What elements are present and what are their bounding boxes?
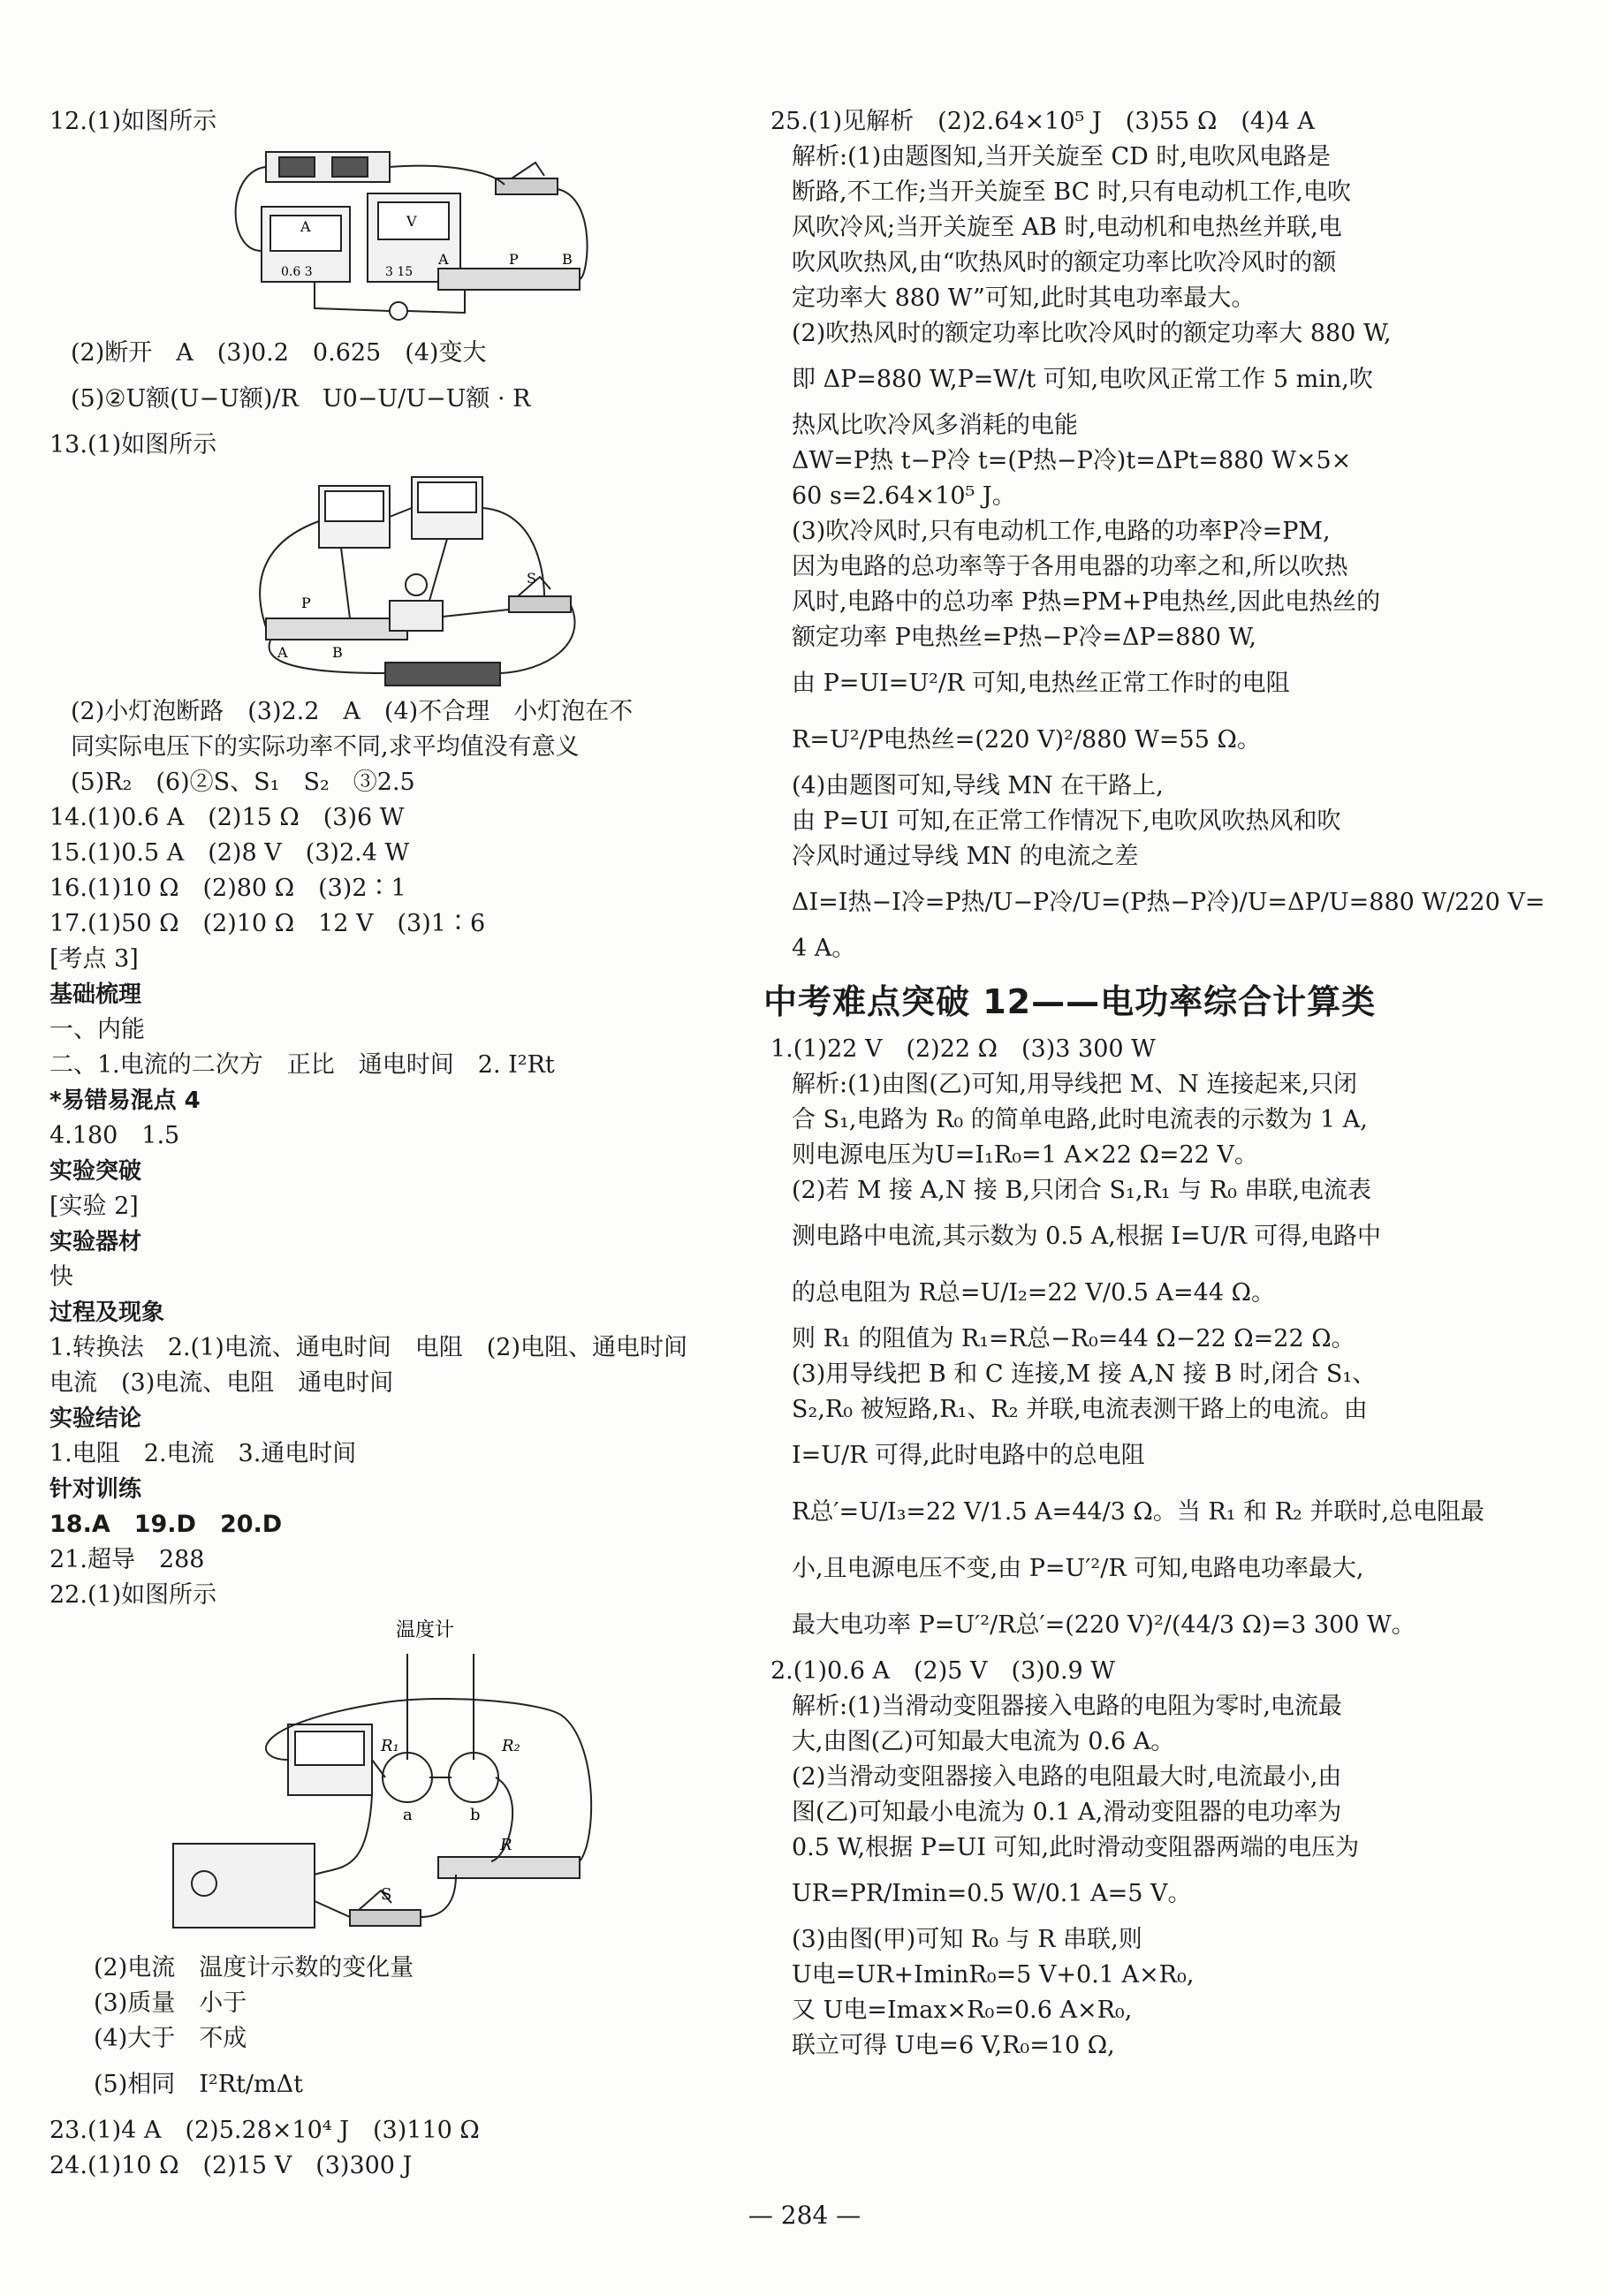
fig13-slider-p: P <box>301 595 311 611</box>
q17: 17.(1)50 Ω (2)10 Ω 12 V (3)1∶6 <box>49 910 486 937</box>
p1-analysis-4: (2)若 M 接 A,N 接 B,只闭合 S₁,R₁ 与 R₀ 串联,电流表 <box>792 1177 1372 1204</box>
q25-analysis-9: ΔW=P热 t−P冷 t=(P热−P冷)t=ΔPt=880 W×5× <box>792 447 1352 474</box>
fig22-b-label: b <box>470 1806 481 1824</box>
fig13-terminal-a: A <box>277 644 288 661</box>
q25-analysis-20: ΔI=I热−I冷=P热/U−P冷/U=(P热−P冷)/U=ΔP/U=880 W/220 V= <box>792 889 1545 916</box>
p2-analysis-9: 又 U电=Imax×R₀=0.6 A×R₀, <box>792 1997 1133 2024</box>
jielun-answer: 1.电阻 2.电流 3.通电时间 <box>49 1440 357 1467</box>
p1-analysis-13: 最大电功率 P=U′²/R总′=(220 V)²/(44/3 Ω)=3 300 W。 <box>792 1611 1415 1639</box>
heading-xunlian: 针对训练 <box>49 1476 142 1503</box>
p1-header: 1.(1)22 V (2)22 Ω (3)3 300 W <box>770 1035 1156 1063</box>
p1-analysis-10: I=U/R 可得,此时电路中的总电阻 <box>792 1442 1145 1469</box>
kaodian-3: [考点 3] <box>49 945 139 973</box>
fig12-terminal-b: B <box>562 251 573 268</box>
fig12-terminal-a: A <box>438 251 449 268</box>
q25-analysis-16: R=U²/P电热丝=(220 V)²/880 W=55 Ω。 <box>792 726 1261 754</box>
p1-analysis-8: (3)用导线把 B 和 C 连接,M 接 A,N 接 B 时,闭合 S₁、 <box>792 1360 1377 1388</box>
figure-q12-circuit <box>49 145 721 330</box>
q25-analysis-21: 4 A。 <box>792 935 856 962</box>
p2-analysis-6: UR=PR/Imin=0.5 W/0.1 A=5 V。 <box>792 1880 1192 1907</box>
jichu-1: 一、内能 <box>49 1016 145 1043</box>
q21: 21.超导 288 <box>49 1546 205 1573</box>
p2-analysis-3: (2)当滑动变阻器接入电路的电阻最大时,电流最小,由 <box>792 1763 1342 1791</box>
q25-analysis-5: 定功率大 880 W”可知,此时其电功率最大。 <box>792 284 1256 312</box>
q25-analysis-15: 由 P=UI=U²/R 可知,电热丝正常工作时的电阻 <box>792 670 1290 697</box>
fig22-r2-label: R₂ <box>502 1737 520 1755</box>
q25-analysis-1: 解析:(1)由题图知,当开关旋至 CD 时,电吹风电路是 <box>792 143 1331 170</box>
q25-header: 25.(1)见解析 (2)2.64×10⁵ J (3)55 Ω (4)4 A <box>770 108 1315 135</box>
q16: 16.(1)10 Ω (2)80 Ω (3)2∶1 <box>49 875 406 902</box>
shiyan-2: [实验 2] <box>49 1193 139 1220</box>
q24: 24.(1)10 Ω (2)15 V (3)300 J <box>49 2152 413 2179</box>
p1-analysis-9: S₂,R₀ 被短路,R₁、R₂ 并联,电流表测干路上的电流。由 <box>792 1396 1368 1423</box>
q23: 23.(1)4 A (2)5.28×10⁴ J (3)110 Ω <box>49 2117 480 2144</box>
section-title: 中考难点突破 12——电功率综合计算类 <box>763 982 1377 1021</box>
left-column <box>49 104 721 2184</box>
page-number: — 284 — <box>748 2201 861 2230</box>
fig22-a-label: a <box>403 1806 413 1824</box>
q25-analysis-12: 因为电路的总功率等于各用电器的功率之和,所以吹热 <box>792 553 1348 580</box>
p1-analysis-11: R总′=U/I₃=22 V/1.5 A=44/3 Ω。当 R₁ 和 R₂ 并联时,总电阻最 <box>792 1498 1485 1526</box>
q22-header: 22.(1)如图所示 <box>49 1581 217 1609</box>
q25-analysis-3: 风吹冷风;当开关旋至 AB 时,电动机和电热丝并联,电 <box>792 214 1342 241</box>
fig22-thermometer-label: 温度计 <box>396 1619 455 1641</box>
figure-q22-circuit <box>49 1618 721 1945</box>
heading-jielun: 实验结论 <box>49 1406 142 1432</box>
q25-analysis-18: 由 P=UI 可知,在正常工作情况下,电吹风吹热风和吹 <box>792 807 1341 835</box>
circuit-diagram-22 <box>49 1618 721 1945</box>
heading-qicai: 实验器材 <box>49 1229 142 1255</box>
p2-analysis-2: 大,由图(乙)可知最大电流为 0.6 A。 <box>792 1728 1175 1755</box>
p1-analysis-3: 则电源电压为U=I₁R₀=1 A×22 Ω=22 V。 <box>792 1141 1258 1169</box>
p1-analysis-12: 小,且电源电压不变,由 P=U′²/R 可知,电路电功率最大, <box>792 1555 1364 1582</box>
q25-analysis-11: (3)吹冷风时,只有电动机工作,电路的功率P冷=PM, <box>792 518 1331 545</box>
q15: 15.(1)0.5 A (2)8 V (3)2.4 W <box>49 839 410 867</box>
q25-analysis-4: 吹风吹热风,由“吹热风时的额定功率比吹冷风时的额 <box>792 249 1337 277</box>
p1-analysis-5: 测电路中电流,其示数为 0.5 A,根据 I=U/R 可得,电路中 <box>792 1223 1381 1250</box>
heading-jichu: 基础梳理 <box>49 981 142 1008</box>
fig22-s-label: S <box>381 1885 392 1904</box>
fig12-voltmeter-ticks: 3 15 <box>385 265 414 279</box>
guocheng-1: 1.转换法 2.(1)电流、通电时间 电阻 (2)电阻、通电时间 <box>49 1334 688 1361</box>
qicai-answer: 快 <box>49 1263 73 1291</box>
heading-shiyan: 实验突破 <box>49 1158 142 1185</box>
q25-analysis-7: 即 ΔP=880 W,P=W/t 可知,电吹风正常工作 5 min,吹 <box>792 366 1373 393</box>
yicuo-answer: 4.180 1.5 <box>49 1122 180 1149</box>
q25-analysis-10: 60 s=2.64×10⁵ J。 <box>792 482 1016 510</box>
q25-analysis-19: 冷风时通过导线 MN 的电流之差 <box>792 843 1139 870</box>
p1-analysis-2: 合 S₁,电路为 R₀ 的简单电路,此时电流表的示数为 1 A, <box>792 1106 1368 1133</box>
q25-analysis-2: 断路,不工作;当开关旋至 BC 时,只有电动机工作,电吹 <box>792 178 1352 206</box>
fig12-ammeter-ticks: 0.6 3 <box>281 265 313 279</box>
heading-guocheng: 过程及现象 <box>49 1300 165 1326</box>
right-column <box>763 104 1545 2064</box>
p2-analysis-5: 0.5 W,根据 P=UI 可知,此时滑动变阻器两端的电压为 <box>792 1834 1360 1861</box>
q22-line5: (5)相同 I²Rt/mΔt <box>94 2071 303 2098</box>
q22-line4: (4)大于 不成 <box>94 2025 247 2052</box>
q13-line3: 同实际电压下的实际功率不同,求平均值没有意义 <box>71 733 580 761</box>
q25-analysis-14: 额定功率 P电热丝=P热−P冷=ΔP=880 W, <box>792 624 1256 651</box>
jichu-2: 二、1.电流的二次方 正比 通电时间 2. I²Rt <box>49 1051 555 1079</box>
circuit-diagram-12 <box>49 145 721 330</box>
p2-analysis-4: 图(乙)可知最小电流为 0.1 A,滑动变阻器的电功率为 <box>792 1799 1342 1826</box>
fig13-terminal-b: B <box>332 644 343 661</box>
fig12-voltmeter-label: V <box>406 213 417 230</box>
fig13-switch-s: S <box>527 570 536 587</box>
q25-analysis-8: 热风比吹冷风多消耗的电能 <box>792 412 1078 439</box>
p2-analysis-8: U电=UR+IminR₀=5 V+0.1 A×R₀, <box>792 1961 1195 1989</box>
q22-line3: (3)质量 小于 <box>94 1989 247 2017</box>
fig12-ammeter-label: A <box>300 218 311 235</box>
p2-header: 2.(1)0.6 A (2)5 V (3)0.9 W <box>770 1657 1116 1685</box>
heading-yicuo: *易错易混点 4 <box>49 1087 201 1114</box>
q13-line2: (2)小灯泡断路 (3)2.2 A (4)不合理 小灯泡在不 <box>71 698 634 725</box>
p1-analysis-6: 的总电阻为 R总=U/I₂=22 V/0.5 A=44 Ω。 <box>792 1279 1276 1307</box>
p2-analysis-10: 联立可得 U电=6 V,R₀=10 Ω, <box>792 2032 1115 2059</box>
fig22-r1-label: R₁ <box>381 1737 399 1755</box>
p2-analysis-1: 解析:(1)当滑动变阻器接入电路的电阻为零时,电流最 <box>792 1693 1342 1720</box>
q12-line3: (5)②U额(U−U额)/R U0−U/U−U额 · R <box>71 385 531 413</box>
q22-line2: (2)电流 温度计示数的变化量 <box>94 1954 414 1982</box>
q25-analysis-6: (2)吹热风时的额定功率比吹冷风时的额定功率大 880 W, <box>792 320 1392 347</box>
circuit-diagram-13 <box>49 468 721 689</box>
q12-line2: (2)断开 A (3)0.2 0.625 (4)变大 <box>71 339 487 367</box>
q25-analysis-17: (4)由题图可知,导线 MN 在干路上, <box>792 772 1164 799</box>
q18-20: 18.A 19.D 20.D <box>49 1511 283 1538</box>
p1-analysis-7: 则 R₁ 的阻值为 R₁=R总−R₀=44 Ω−22 Ω=22 Ω。 <box>792 1325 1355 1353</box>
p1-analysis-1: 解析:(1)由图(乙)可知,用导线把 M、N 连接起来,只闭 <box>792 1071 1358 1098</box>
p2-analysis-7: (3)由图(甲)可知 R₀ 与 R 串联,则 <box>792 1926 1142 1953</box>
q14: 14.(1)0.6 A (2)15 Ω (3)6 W <box>49 804 405 831</box>
guocheng-2: 电流 (3)电流、电阻 通电时间 <box>49 1369 394 1397</box>
q25-analysis-13: 风时,电路中的总功率 P热=PM+P电热丝,因此电热丝的 <box>792 588 1381 616</box>
q13-line4: (5)R₂ (6)②S、S₁ S₂ ③2.5 <box>71 769 415 796</box>
q13-header: 13.(1)如图所示 <box>49 431 217 458</box>
figure-q13-circuit <box>49 468 721 689</box>
fig22-r-label: R <box>500 1836 512 1854</box>
fig12-slider-p: P <box>509 251 519 268</box>
q12-header: 12.(1)如图所示 <box>49 108 217 135</box>
